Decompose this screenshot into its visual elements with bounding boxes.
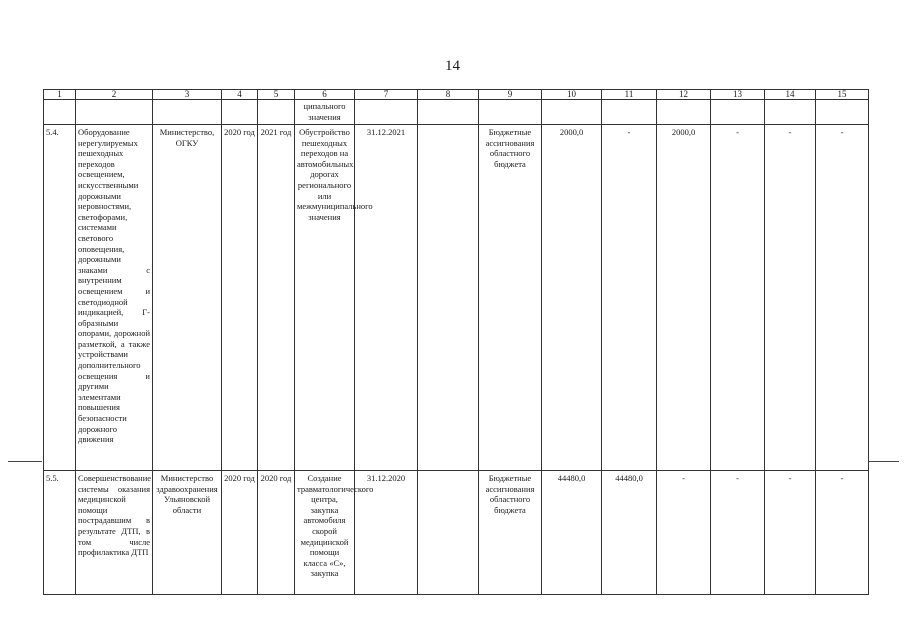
header-cell: 11	[602, 90, 657, 100]
amount-year-2020: 44480,0	[602, 471, 657, 595]
header-cell: 8	[418, 90, 479, 100]
table-cell	[76, 100, 153, 125]
header-cell: 7	[355, 90, 418, 100]
header-cell: 3	[153, 90, 222, 100]
expected-result: Создание травматологического центра, закупка автомобиля скорой медицинской помощи класса «С», закупка	[295, 471, 355, 595]
table-cell	[418, 100, 479, 125]
start-year: 2020 год	[222, 471, 258, 595]
table-cell	[258, 100, 295, 125]
table-cell	[816, 100, 869, 125]
row-number: 5.4.	[44, 125, 76, 471]
header-cell: 14	[765, 90, 816, 100]
col8-cell	[418, 125, 479, 471]
funding-source: Бюджетные ассигнования областного бюджета	[479, 471, 542, 595]
header-cell: 4	[222, 90, 258, 100]
table-cell	[44, 100, 76, 125]
table-row	[44, 471, 869, 595]
scan-line-left	[8, 461, 42, 462]
end-year: 2021 год	[258, 125, 295, 471]
amount-col13: -	[711, 471, 765, 595]
header-cell: 9	[479, 90, 542, 100]
amount-col13: -	[711, 125, 765, 471]
header-cell: 6	[295, 90, 355, 100]
deadline-date: 31.12.2021	[355, 125, 418, 471]
deadline-date: 31.12.2020	[355, 471, 418, 595]
expected-result: Обустройство пешеходных переходов на автомобильных дорогах регионального или межмуниципального значения	[295, 125, 355, 471]
funding-source: Бюджетные ассигнования областного бюджета	[479, 125, 542, 471]
header-row	[44, 90, 869, 100]
amount-year-2020: -	[602, 125, 657, 471]
table-cell	[711, 100, 765, 125]
amount-col14: -	[765, 125, 816, 471]
header-cell: 10	[542, 90, 602, 100]
table-cell	[542, 100, 602, 125]
amount-year-2021: 2000,0	[657, 125, 711, 471]
amount-col14: -	[765, 471, 816, 595]
measure-description: Совершенствование системы оказания медицинской помощи пострадавшим в результате ДТП, в том числе профилактика ДТП	[76, 471, 153, 595]
header-cell: 13	[711, 90, 765, 100]
executor: Министерство здравоохранения Ульяновской области	[153, 471, 222, 595]
header-cell: 15	[816, 90, 869, 100]
start-year: 2020 год	[222, 125, 258, 471]
header-cell: 2	[76, 90, 153, 100]
amount-col15: -	[816, 125, 869, 471]
table-cell	[479, 100, 542, 125]
amount-year-2021: -	[657, 471, 711, 595]
amount-total: 44480,0	[542, 471, 602, 595]
page-number: 14	[445, 58, 460, 74]
amount-col15: -	[816, 471, 869, 595]
table-cell	[222, 100, 258, 125]
header-cell: 1	[44, 90, 76, 100]
continuation-result-text: ципального значения	[295, 100, 355, 125]
table-row	[44, 125, 869, 471]
header-cell: 5	[258, 90, 295, 100]
table-cell	[657, 100, 711, 125]
amount-total: 2000,0	[542, 125, 602, 471]
continuation-row	[44, 100, 869, 125]
row-number: 5.5.	[44, 471, 76, 595]
col8-cell	[418, 471, 479, 595]
header-cell: 12	[657, 90, 711, 100]
table-cell	[765, 100, 816, 125]
program-table	[43, 89, 869, 595]
scan-line-right	[869, 461, 899, 462]
measure-description: Оборудование нерегулируемых пешеходных переходов освещением, искусственными дорожными неровностями, светофорами, системами светового оповещения, дорожными знаками с внутренним освещением и светодиодной индикацией, Г-образными опорами, дорожной разметкой, а также устройствами дополнительного освещения и другими элементами повышения безопасности дорожного движения	[76, 125, 153, 471]
table-cell	[153, 100, 222, 125]
executor: Министерство, ОГКУ	[153, 125, 222, 471]
table-cell	[355, 100, 418, 125]
table-cell	[602, 100, 657, 125]
end-year: 2020 год	[258, 471, 295, 595]
